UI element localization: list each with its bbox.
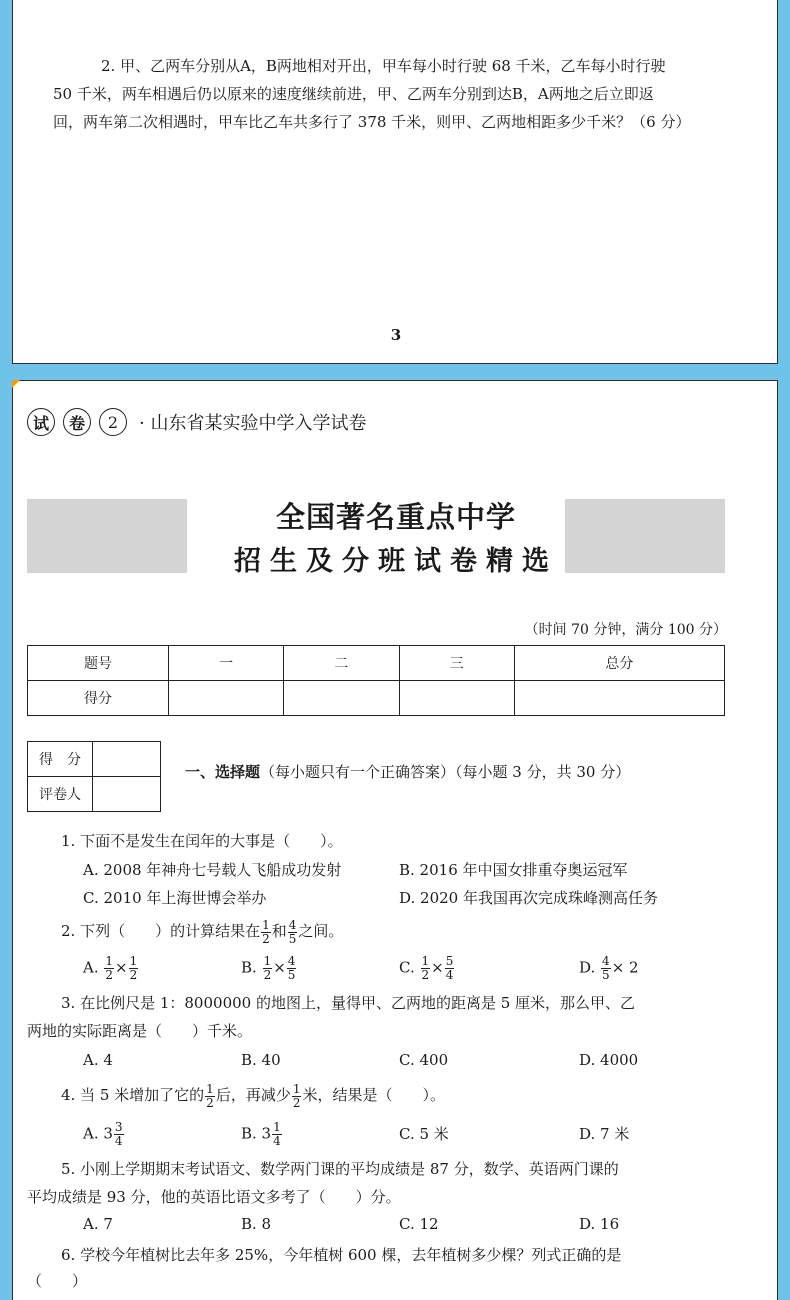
page-bottom [12, 380, 778, 1300]
numerator: 1 [421, 954, 430, 968]
fraction [272, 1121, 282, 1148]
denominator: 5 [602, 968, 610, 982]
score-empty-cell [169, 681, 284, 716]
circle-char-2: 卷 [63, 408, 91, 436]
numerator: 4 [287, 954, 296, 968]
fraction [104, 955, 114, 982]
score-table-header-row [28, 646, 725, 681]
question-5-line-2: 平均成绩是 93 分，他的英语比语文多考了（ ）分。 [27, 1188, 401, 1206]
times-sign: × [273, 958, 286, 977]
orange-corner-mark [12, 380, 20, 388]
score-empty-cell [514, 681, 724, 716]
q2-line-1: 2. 甲、乙两车分别从A，B两地相对开出，甲车每小时行驶 68 千米，乙车每小时行驶 [101, 57, 666, 75]
time-note: （时间 70 分钟，满分 100 分） [524, 622, 727, 638]
option-letter: B. [241, 958, 257, 977]
numerator: 1 [206, 1081, 214, 1096]
q3-option-b: B. 40 [241, 1051, 281, 1069]
numerator: 1 [105, 954, 114, 968]
question-2 [61, 917, 343, 946]
fraction [445, 955, 455, 982]
q1-option-a: A. 2008 年神舟七号载人飞船成功发射 [83, 861, 342, 879]
denominator: 2 [263, 968, 272, 982]
denominator: 2 [206, 1095, 214, 1110]
q4-option-c: C. 5 米 [399, 1125, 449, 1143]
times-sign: × [431, 958, 444, 977]
q4-prefix: 4. 当 5 米增加了它的 [61, 1086, 205, 1104]
denominator: 2 [421, 968, 430, 982]
numerator: 1 [273, 1120, 281, 1134]
q2-line-2: 50 千米，两车相遇后仍以原来的速度继续前进，甲、乙两车分别到达B，A两地之后立即返 [53, 85, 654, 103]
fraction [421, 955, 431, 982]
denominator: 5 [287, 968, 296, 982]
q4-option-a [83, 1121, 125, 1148]
numerator: 1 [262, 917, 270, 932]
grader-box [27, 741, 161, 812]
grader-empty [93, 777, 161, 812]
score-table-score-row [28, 681, 725, 716]
q5-option-d: D. 16 [579, 1215, 620, 1233]
numerator: 1 [129, 954, 138, 968]
section-note: （每小题只有一个正确答案）（每小题 3 分，共 30 分） [260, 763, 631, 781]
title-line-1: 全国著名重点中学 [275, 500, 516, 534]
page-number: 3 [390, 326, 402, 344]
fraction [287, 955, 297, 982]
q4-mid: 后，再减少 [215, 1086, 291, 1104]
q2-d-tail: × 2 [611, 958, 639, 977]
numerator: 1 [292, 1081, 301, 1096]
q2-mid: 和 [271, 922, 287, 940]
q3-option-c: C. 400 [399, 1051, 449, 1069]
denominator: 4 [273, 1134, 281, 1148]
grader-name-label: 评卷人 [28, 777, 93, 812]
question-6-line-1: 6. 学校今年植树比去年多 25%，今年植树 600 棵，去年植树多少棵？列式正确的是 [61, 1246, 622, 1264]
q2-option-d [579, 955, 639, 982]
denominator: 2 [105, 968, 114, 982]
numerator: 4 [602, 954, 610, 968]
question-2-word-problem [53, 52, 767, 136]
score-table [27, 645, 725, 716]
fraction [292, 1083, 302, 1110]
fraction [205, 1083, 215, 1110]
question-1: 1. 下面不是发生在闰年的大事是（ ）。 [61, 832, 343, 850]
q3-option-a: A. 4 [83, 1051, 113, 1069]
q2-option-a [83, 955, 139, 982]
q4-suffix: 米，结果是（ ）。 [302, 1086, 445, 1104]
score-cell: 三 [399, 646, 514, 681]
q2-option-c [399, 955, 455, 982]
fraction [114, 1121, 124, 1148]
denominator: 4 [114, 1134, 123, 1148]
q5-option-a: A. 7 [83, 1215, 113, 1233]
option-text: A. 3 [83, 1124, 113, 1143]
q1-option-d: D. 2020 年我国再次完成珠峰测高任务 [399, 889, 658, 907]
grader-empty [93, 742, 161, 777]
numerator: 5 [445, 954, 454, 968]
fraction-four-fifths [288, 919, 298, 946]
question-6-line-2: （ ） [27, 1272, 88, 1290]
score-cell: 题号 [28, 646, 169, 681]
q2-option-b [241, 955, 297, 982]
option-letter: D. [579, 958, 596, 977]
option-letter: A. [83, 958, 99, 977]
exam-subtitle: · 山东省某实验中学入学试卷 [139, 413, 367, 434]
score-empty-cell [399, 681, 514, 716]
denominator: 5 [288, 931, 297, 946]
section-heading: 一、选择题 [185, 763, 261, 781]
q5-option-c: C. 12 [399, 1215, 439, 1233]
numerator: 4 [288, 917, 297, 932]
score-cell: 二 [284, 646, 399, 681]
fraction-one-half [261, 919, 271, 946]
option-letter: C. [399, 958, 415, 977]
circle-char-1: 试 [27, 408, 55, 436]
score-empty-cell [284, 681, 399, 716]
grader-score-label: 得 分 [28, 742, 93, 777]
circle-number: 2 [99, 408, 127, 436]
question-3-line-1: 3. 在比例尺是 1：8000000 的地图上，量得甲、乙两地的距离是 5 厘米，那么甲、乙 [61, 994, 636, 1012]
denominator: 2 [262, 931, 270, 946]
q4-option-d: D. 7 米 [579, 1125, 630, 1143]
numerator: 1 [263, 954, 272, 968]
question-4 [61, 1081, 445, 1110]
score-cell: 总分 [514, 646, 724, 681]
question-3-line-2: 两地的实际距离是（ ）千米。 [27, 1022, 253, 1040]
denominator: 2 [292, 1095, 301, 1110]
q2-suffix: 之间。 [298, 922, 344, 940]
q2-prefix: 2. 下列（ ）的计算结果在 [61, 922, 261, 940]
times-sign: × [115, 958, 128, 977]
denominator: 2 [129, 968, 138, 982]
numerator: 3 [114, 1120, 123, 1134]
score-label-cell: 得分 [28, 681, 169, 716]
q1-option-c: C. 2010 年上海世博会举办 [83, 889, 267, 907]
q3-option-d: D. 4000 [579, 1051, 639, 1069]
fraction [263, 955, 273, 982]
section-title [185, 761, 630, 782]
fraction [601, 955, 611, 982]
q2-line-3: 回，两车第二次相遇时，甲车比乙车共多行了 378 千米，则甲、乙两地相距多少千米？（6 分） [53, 113, 691, 131]
denominator: 4 [445, 968, 454, 982]
page-top [12, 0, 778, 364]
q4-option-b [241, 1121, 283, 1148]
option-text: B. 3 [241, 1124, 272, 1143]
question-5-line-1: 5. 小刚上学期期末考试语文、数学两门课的平均成绩是 87 分，数学、英语两门课的 [61, 1160, 619, 1178]
q1-option-b: B. 2016 年中国女排重夺奥运冠军 [399, 861, 628, 879]
title-line-2: 招生及分班试卷精选 [234, 546, 558, 577]
fraction [129, 955, 139, 982]
score-cell: 一 [169, 646, 284, 681]
exam-header [27, 407, 366, 437]
q5-option-b: B. 8 [241, 1215, 272, 1233]
